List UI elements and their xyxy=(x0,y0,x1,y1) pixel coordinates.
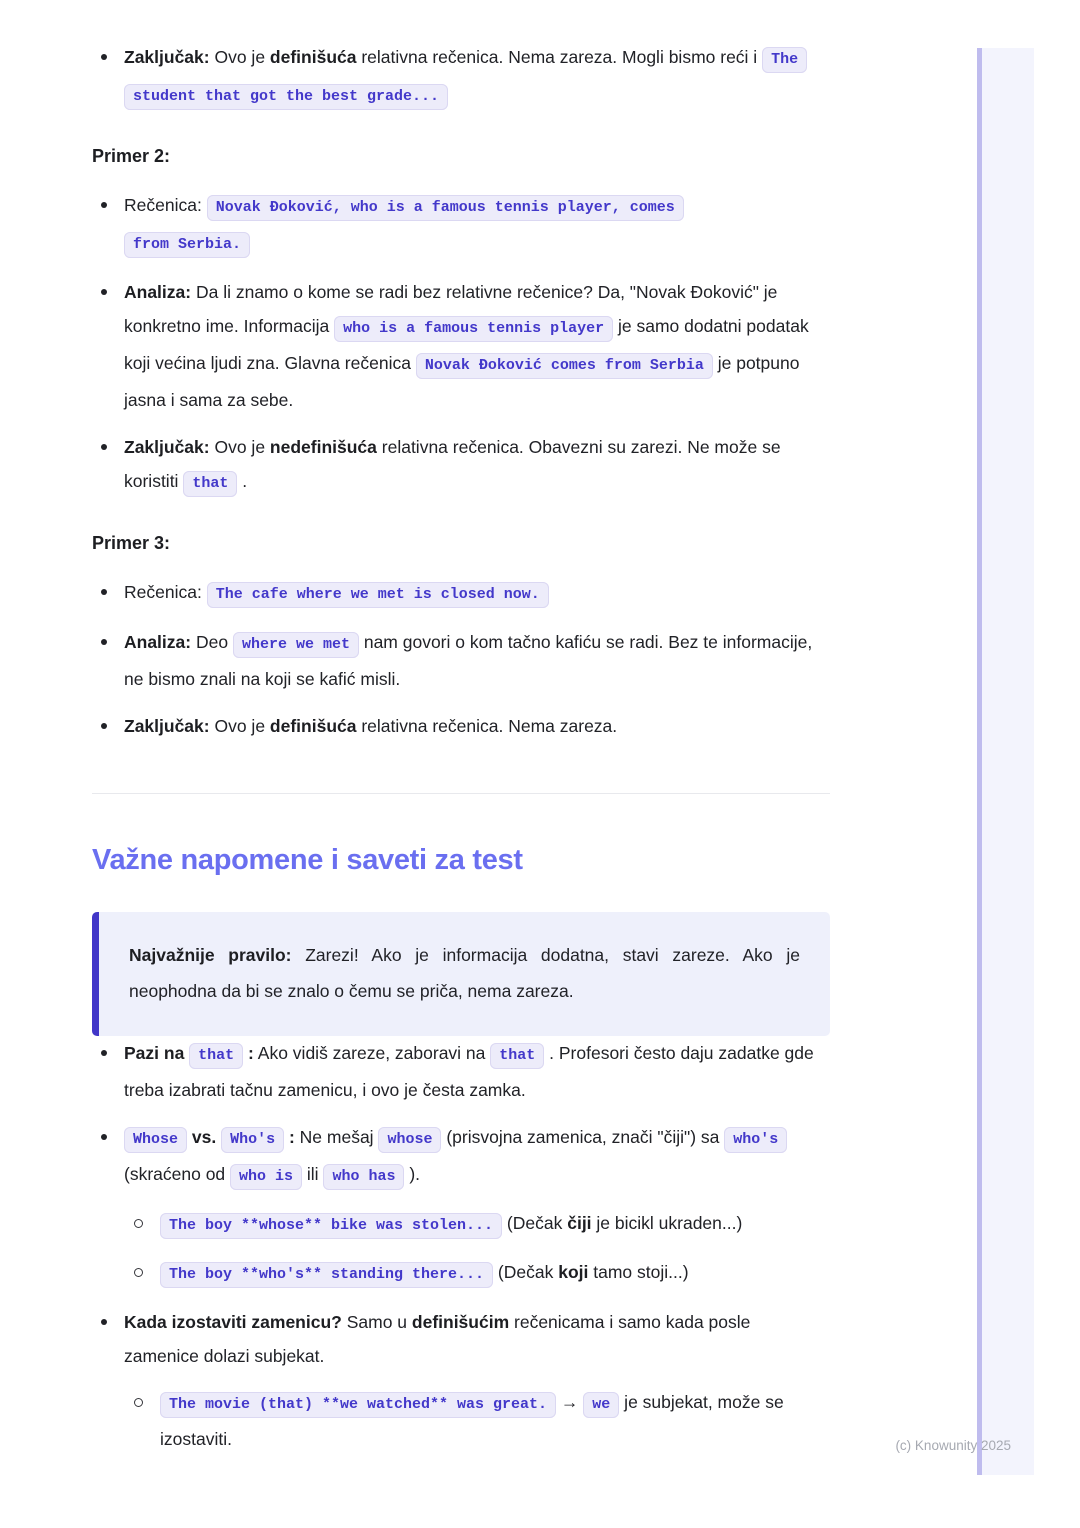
text-run: relativna rečenica. Obavezni su zarezi. Ne može se koristiti xyxy=(124,437,781,491)
paragraph xyxy=(124,1305,830,1373)
text-run: Ako vidiš zareze, zaboravi na xyxy=(253,1043,491,1063)
inline-code-chip: Novak Đoković, who is a famous tennis player, comes xyxy=(207,195,684,221)
inline-code-chip: who is xyxy=(230,1164,302,1190)
whose-sublist xyxy=(124,1206,830,1292)
paragraph xyxy=(160,1206,830,1243)
list-item xyxy=(92,275,830,417)
text-run: nam govori o kom tačno kafiću se radi. Bez te informacije, ne bismo znali na koji se kafić misli. xyxy=(124,632,813,689)
text-run: Samo u xyxy=(341,1312,412,1332)
text-run: → xyxy=(556,1392,584,1412)
inline-code-chip: The boy **whose** bike was stolen... xyxy=(160,1213,502,1239)
bold-text: vs. xyxy=(187,1127,222,1147)
text-run: je bicikl ukraden...) xyxy=(591,1213,743,1233)
bold-text: nedefinišuća xyxy=(269,437,377,457)
bullet-marker xyxy=(101,1050,107,1056)
sub-list-item xyxy=(124,1385,830,1456)
bullet-marker xyxy=(101,723,107,729)
sub-bullet-marker xyxy=(134,1268,143,1277)
inline-code-chip: whose xyxy=(378,1127,441,1153)
notes-bullet-list xyxy=(92,1036,830,1456)
text-run: relativna rečenica. Nema zareza. xyxy=(356,716,618,736)
inline-code-chip: Who's xyxy=(221,1127,284,1153)
text-run: . xyxy=(237,471,248,491)
bold-text: Najvažnije pravilo: xyxy=(129,945,292,965)
paragraph xyxy=(124,430,830,501)
bold-text: definišuća xyxy=(269,47,357,67)
inline-code-chip: The cafe where we met is closed now. xyxy=(207,582,549,608)
intro-bullet-list xyxy=(92,40,830,114)
inline-code-chip: The movie (that) **we watched** was great. xyxy=(160,1392,556,1418)
paragraph xyxy=(160,1255,830,1292)
text-run: (Dečak xyxy=(502,1213,568,1233)
text-run: Deo xyxy=(191,632,233,652)
inline-code-chip: The boy **who's** standing there... xyxy=(160,1262,493,1288)
list-item xyxy=(92,40,830,114)
bullet-marker xyxy=(101,1134,107,1140)
text-run: tamo stoji...) xyxy=(588,1262,689,1282)
text-run: je potpuno jasna i sama za sebe. xyxy=(124,353,800,410)
inline-code-chip: that xyxy=(189,1043,243,1069)
inline-code-chip: from Serbia. xyxy=(124,232,250,258)
sub-bullet-marker xyxy=(134,1219,143,1228)
primer3-bullet-list xyxy=(92,575,830,743)
text-run: je samo dodatni podatak koji većina ljudi zna. Glavna rečenica xyxy=(124,316,809,373)
bold-text: koji xyxy=(558,1262,589,1282)
paragraph xyxy=(124,188,830,262)
bullet-marker xyxy=(101,1319,107,1325)
primer2-bullet-list xyxy=(92,188,830,501)
text-run: Ne mešaj xyxy=(294,1127,379,1147)
inline-code-chip: Novak Đoković comes from Serbia xyxy=(416,353,713,379)
text-run: je subjekat, može se izostaviti. xyxy=(160,1392,784,1449)
inline-code-chip: where we met xyxy=(233,632,359,658)
text-run: Ovo je xyxy=(209,716,270,736)
text-run: (skraćeno od xyxy=(124,1164,231,1184)
paragraph xyxy=(124,1120,830,1194)
bold-text: Kada izostaviti zamenicu? xyxy=(124,1312,342,1332)
paragraph xyxy=(124,575,830,612)
text-run: ili xyxy=(302,1164,324,1184)
paragraph xyxy=(124,275,830,417)
inline-code-chip: we xyxy=(583,1392,619,1418)
paragraph xyxy=(124,709,830,743)
inline-code-chip: The student that got the best grade... xyxy=(124,47,807,110)
copyright-footer: (c) Knowunity 2025 xyxy=(895,1438,1011,1453)
bold-text: Zaključak: xyxy=(124,47,210,67)
text-run: (Dečak xyxy=(493,1262,559,1282)
inline-code-chip: Whose xyxy=(124,1127,187,1153)
text-run: Ovo je xyxy=(209,47,270,67)
bullet-marker xyxy=(101,639,107,645)
bold-text: definišućim xyxy=(411,1312,510,1332)
bullet-marker xyxy=(101,202,107,208)
bullet-marker xyxy=(101,444,107,450)
inline-code-chip: that xyxy=(490,1043,544,1069)
callout-paragraph xyxy=(129,937,800,1009)
inline-code-chip: who is a famous tennis player xyxy=(334,316,613,342)
list-item xyxy=(92,709,830,743)
bold-text: : xyxy=(284,1127,295,1147)
bold-text: Analiza: xyxy=(124,282,192,302)
section-divider xyxy=(92,793,830,794)
text-run: Ovo je xyxy=(209,437,270,457)
text-run: ). xyxy=(404,1164,421,1184)
sub-list-item xyxy=(124,1206,830,1243)
omit-pronoun-sublist xyxy=(124,1385,830,1456)
paragraph xyxy=(124,1036,830,1107)
list-item xyxy=(92,575,830,612)
primer2-heading: Primer 2: xyxy=(92,146,171,166)
sub-bullet-marker xyxy=(134,1398,143,1407)
bold-text: definišuća xyxy=(269,716,357,736)
bullet-marker xyxy=(101,54,107,60)
text-run: Rečenica: xyxy=(124,582,207,602)
list-item xyxy=(92,188,830,262)
bold-text: Analiza: xyxy=(124,632,192,652)
text-run: Da li znamo o kome se radi bez relativne rečenice? Da, "Novak Đoković" je konkretno ime. Informacija xyxy=(124,282,778,336)
primer3-heading: Primer 3: xyxy=(92,533,171,553)
bullet-marker xyxy=(101,289,107,295)
preview-scroll-track[interactable] xyxy=(977,48,1034,1475)
important-rule-callout xyxy=(92,912,830,1036)
text-run: Rečenica: xyxy=(124,195,207,215)
bullet-marker xyxy=(101,589,107,595)
notes-heading: Važne napomene i saveti za test xyxy=(92,844,523,876)
text-run: rečenicama i samo kada posle zamenice dolazi subjekat. xyxy=(124,1312,751,1366)
inline-code-chip: who has xyxy=(323,1164,404,1190)
inline-code-chip: who's xyxy=(724,1127,787,1153)
text-run: (prisvojna zamenica, znači "čiji") sa xyxy=(441,1127,725,1147)
paragraph xyxy=(124,40,830,114)
text-run: relativna rečenica. Nema zareza. Mogli bismo reći i xyxy=(356,47,763,67)
list-item xyxy=(92,430,830,501)
inline-code-chip: that xyxy=(183,471,237,497)
bold-text: čiji xyxy=(567,1213,592,1233)
list-item xyxy=(92,625,830,696)
text-run: . Profesori često daju zadatke gde treba izabrati tačnu zamenicu, i ovo je česta zamka. xyxy=(124,1043,814,1100)
paragraph xyxy=(124,625,830,696)
paragraph xyxy=(160,1385,830,1456)
bold-text: Zaključak: xyxy=(124,437,210,457)
document-content xyxy=(92,40,830,1469)
sub-list-item xyxy=(124,1255,830,1292)
bold-text: : xyxy=(243,1043,254,1063)
text-run: Zarezi! Ako je informacija dodatna, stavi zareze. Ako je neophodna da bi se znalo o čemu se priča, nema zareza. xyxy=(129,945,800,1001)
bold-text: Zaključak: xyxy=(124,716,210,736)
list-item xyxy=(92,1036,830,1107)
list-item xyxy=(92,1305,830,1456)
bold-text: Pazi na xyxy=(124,1043,190,1063)
list-item xyxy=(92,1120,830,1292)
